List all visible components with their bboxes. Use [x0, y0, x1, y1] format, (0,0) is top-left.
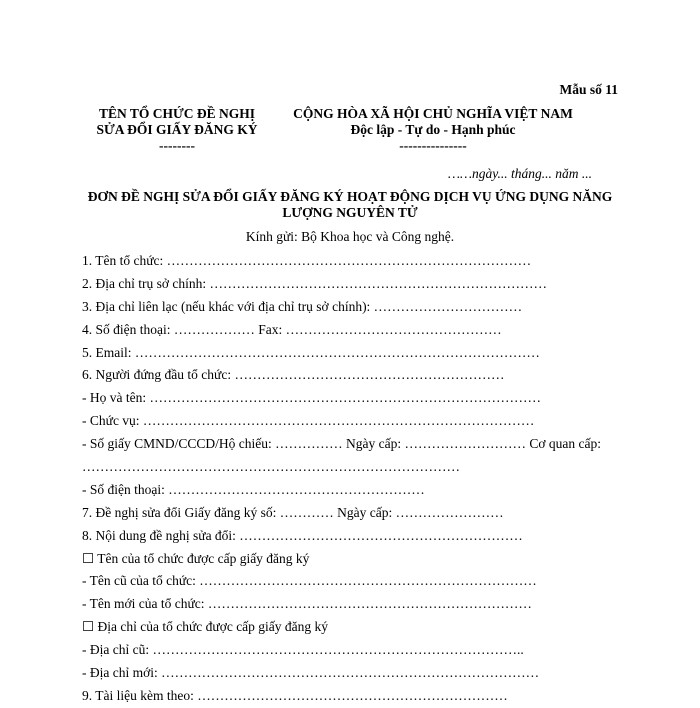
- organization-header-separator: --------: [159, 138, 195, 153]
- field-position: - Chức vụ: ……………………………………………………………………………: [82, 413, 535, 429]
- date-line: ……ngày... tháng... năm ...: [447, 166, 592, 181]
- field-head-phone: - Số điện thoại: …………………………………………………: [82, 481, 425, 497]
- organization-header: [72, 106, 282, 154]
- field-head-office-address: 2. Địa chỉ trụ sở chính: …………………………………………………………………: [82, 275, 547, 291]
- national-header: [268, 106, 598, 154]
- field-registration-number: 7. Đề nghị sửa đổi Giấy đăng ký số: ………… Ngày cấp: ……………………: [82, 504, 504, 520]
- organization-header-line2: SỬA ĐỔI GIẤY ĐĂNG KÝ: [96, 122, 258, 137]
- national-header-line1: CỘNG HÒA XÃ HỘI CHỦ NGHĨA VIỆT NAM: [293, 106, 573, 121]
- national-header-motto: Độc lập - Tự do - Hạnh phúc: [350, 122, 516, 137]
- field-attached-documents: 9. Tài liệu kèm theo: ……………………………………………………………: [82, 687, 508, 703]
- form-number: Mẫu số 11: [559, 82, 618, 97]
- field-id-document-continuation: …………………………………………………………………………: [82, 459, 460, 475]
- field-old-address: - Địa chỉ cũ: ………………………………………………………………………..: [82, 642, 524, 658]
- field-new-name: - Tên mới của tổ chức: ………………………………………………………………: [82, 596, 532, 612]
- field-phone-fax: 4. Số điện thoại: ……………… Fax: …………………………………………: [82, 321, 502, 337]
- form-fields: [82, 250, 642, 708]
- field-full-name: - Họ và tên: ……………………………………………………………………………: [82, 390, 541, 406]
- checkbox-organization-name[interactable]: ☐ Tên của tổ chức được cấp giấy đăng ký: [82, 550, 310, 566]
- national-header-separator: ---------------: [399, 138, 467, 153]
- field-contact-address: 3. Địa chỉ liên lạc (nếu khác với địa chỉ trụ sở chính): ……………………………: [82, 298, 523, 314]
- organization-header-line1: TÊN TỔ CHỨC ĐỀ NGHỊ: [98, 106, 256, 121]
- document-title-line2: LƯỢNG NGUYÊN TỬ: [282, 205, 418, 220]
- document-title: [60, 189, 640, 221]
- document-title-line1: ĐƠN ĐỀ NGHỊ SỬA ĐỔI GIẤY ĐĂNG KÝ HOẠT ĐỘNG DỊCH VỤ ỨNG DỤNG NĂNG: [87, 189, 613, 204]
- field-amendment-content: 8. Nội dung đề nghị sửa đổi: ………………………………………………………: [82, 527, 523, 543]
- field-organization-head: 6. Người đứng đầu tổ chức: ……………………………………………………: [82, 367, 505, 383]
- checkbox-organization-address[interactable]: ☐ Địa chỉ của tổ chức được cấp giấy đăng ký: [82, 619, 329, 635]
- field-organization-name: 1. Tên tổ chức: ………………………………………………………………………: [82, 253, 532, 268]
- field-email: 5. Email: ………………………………………………………………………………: [82, 344, 540, 360]
- field-id-document: - Số giấy CMND/CCCD/Hộ chiếu: …………… Ngày cấp: ……………………… Cơ quan cấp:: [82, 436, 601, 452]
- field-old-name: - Tên cũ của tổ chức: …………………………………………………………………: [82, 573, 537, 589]
- field-new-address: - Địa chỉ mới: …………………………………………………………………………: [82, 665, 540, 681]
- recipient-line: Kính gửi: Bộ Khoa học và Công nghệ.: [245, 229, 455, 244]
